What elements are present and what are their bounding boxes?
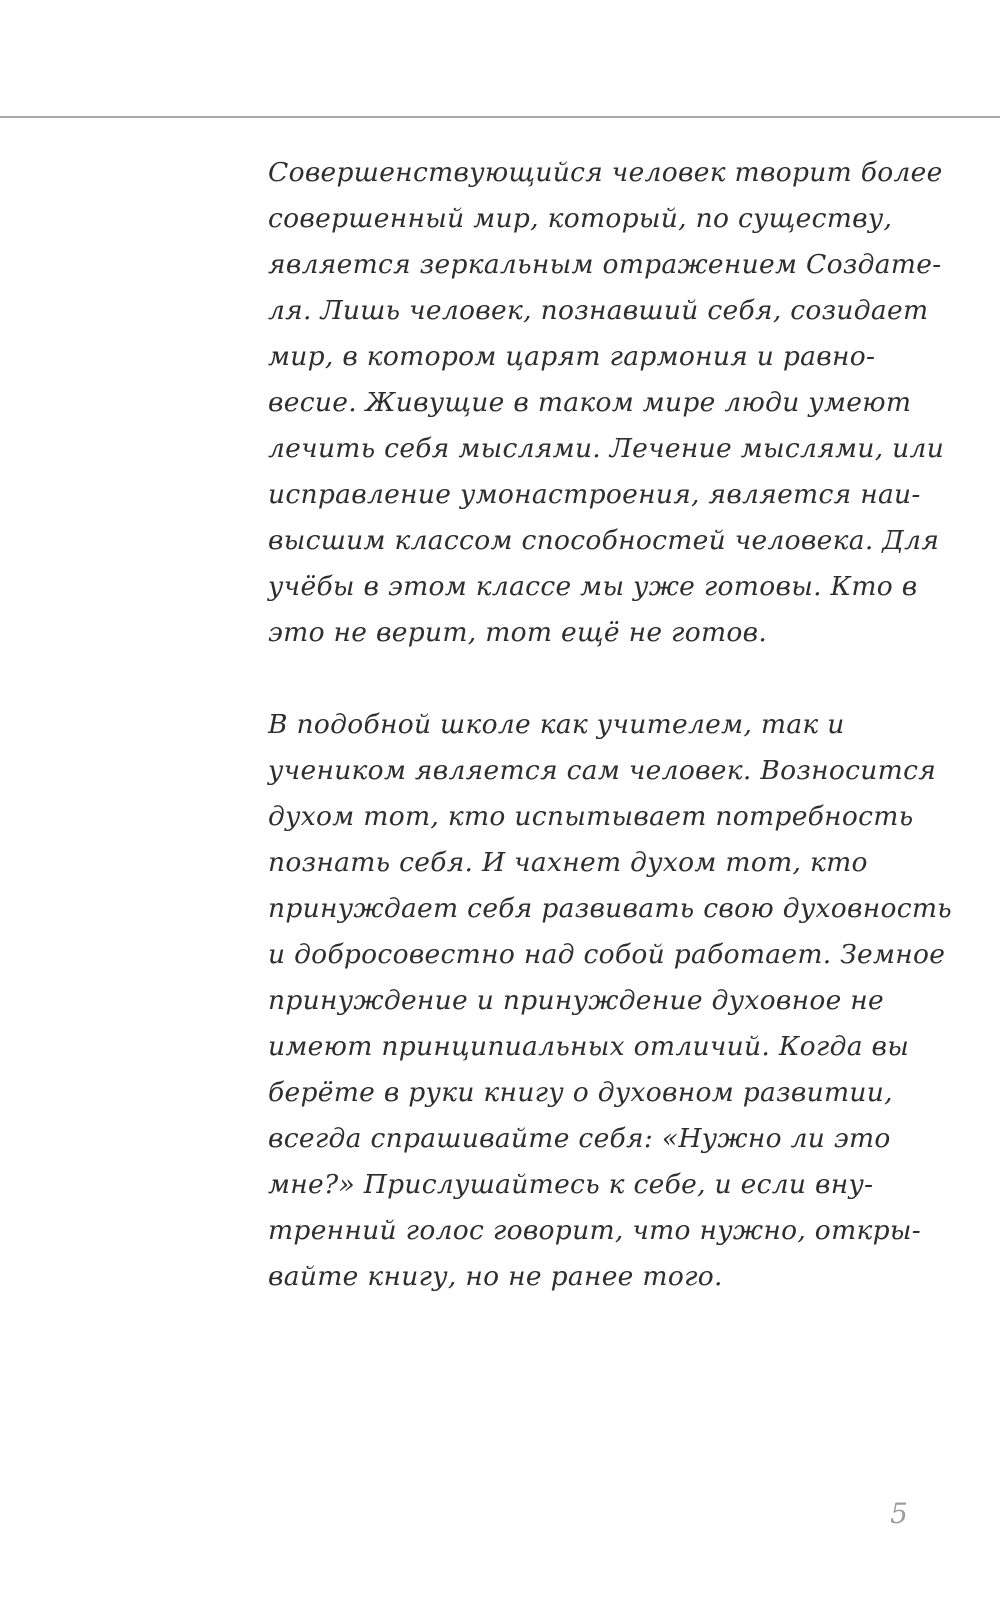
text-line: и добросовестно над собой работает. Земное xyxy=(268,939,946,970)
text-line: совершенный мир, который, по существу, xyxy=(268,203,893,234)
paragraph-2 xyxy=(268,702,953,1300)
text-line: Совершенствующийся человек творит более xyxy=(268,157,943,188)
text-line: принуждение и принуждение духовное не xyxy=(268,985,885,1016)
page-number: 5 xyxy=(890,1497,908,1530)
text-line: высшим классом способностей человека. Для xyxy=(268,525,940,556)
text-line: является зеркальным отражением Создате- xyxy=(268,249,942,280)
text-line: мир, в котором царят гармония и равно- xyxy=(268,341,876,372)
text-line: В подобной школе как учителем, так и xyxy=(268,709,845,740)
text-line: учёбы в этом классе мы уже готовы. Кто в xyxy=(268,571,918,602)
text-line: духом тот, кто испытывает потребность xyxy=(268,801,914,832)
text-line: берёте в руки книгу о духовном развитии, xyxy=(268,1077,893,1108)
text-line: принуждает себя развивать свою духовность xyxy=(268,893,953,924)
text-line: мне?» Прислушайтесь к себе, и если вну- xyxy=(268,1169,874,1200)
text-line: учеником является сам человек. Возносится xyxy=(268,755,937,786)
text-line: весие. Живущие в таком мире люди умеют xyxy=(268,387,912,418)
text-line: исправление умонастроения, является наи- xyxy=(268,479,921,510)
body-text xyxy=(268,150,953,1300)
text-line: это не верит, тот ещё не готов. xyxy=(268,617,768,648)
header-divider xyxy=(0,116,1000,118)
text-line: вайте книгу, но не ранее того. xyxy=(268,1261,723,1292)
text-line: тренний голос говорит, что нужно, откры- xyxy=(268,1215,922,1246)
text-line: ля. Лишь человек, познавший себя, созидает xyxy=(268,295,929,326)
text-line: познать себя. И чахнет духом тот, кто xyxy=(268,847,868,878)
text-line: имеют принципиальных отличий. Когда вы xyxy=(268,1031,910,1062)
text-line: лечить себя мыслями. Лечение мыслями, или xyxy=(268,433,945,464)
text-line: всегда спрашивайте себя: «Нужно ли это xyxy=(268,1123,891,1154)
paragraph-1 xyxy=(268,150,945,656)
